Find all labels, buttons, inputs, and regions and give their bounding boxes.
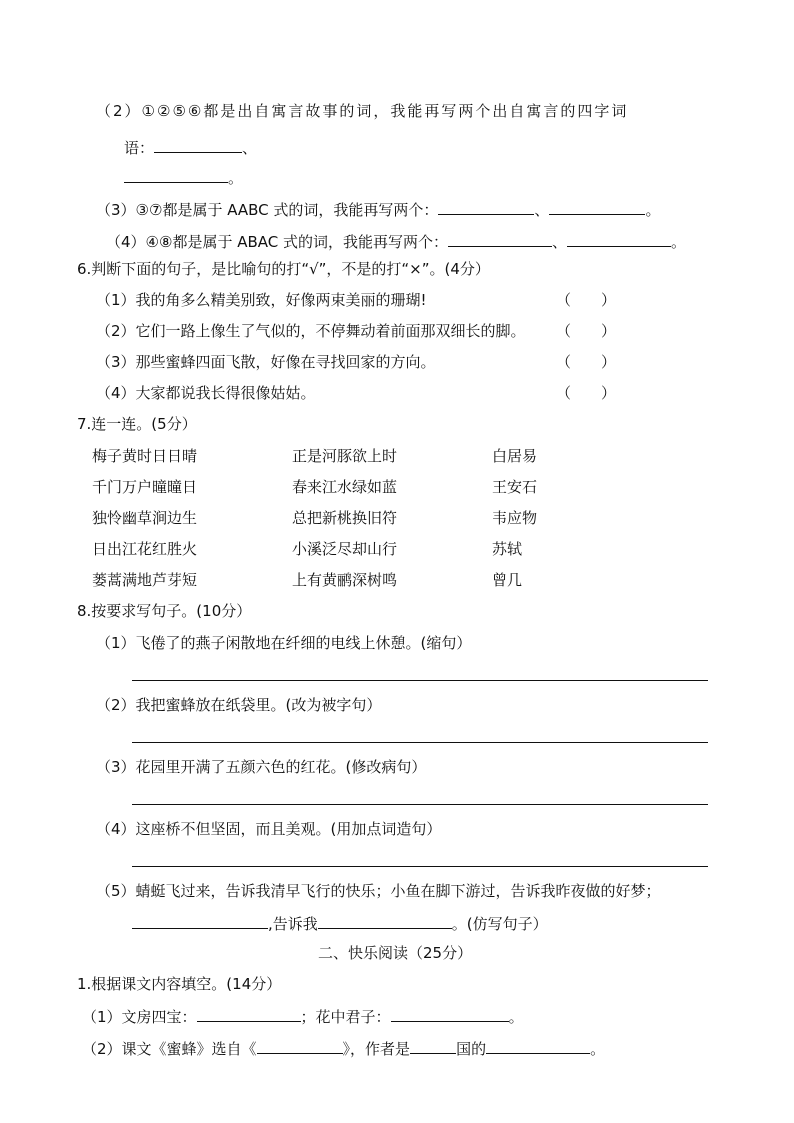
q8-item-1: （1）飞倦了的燕子闲散地在纤细的电线上休憩。(缩句） — [96, 634, 472, 652]
q5-item4-blank2[interactable] — [567, 230, 671, 247]
s2-item1-end: 。 — [508, 1008, 524, 1026]
q7-row1-col1[interactable]: 梅子黄时日日晴 — [92, 447, 198, 465]
q5-item2-blank1[interactable] — [154, 136, 242, 153]
q8-item5-blank1[interactable] — [132, 912, 268, 929]
q7-row3-col2[interactable]: 总把新桃换旧符 — [292, 509, 398, 527]
section2-q1-item2 — [82, 1037, 605, 1059]
q8-item-2: （2）我把蜜蜂放在纸袋里。(改为被字句） — [96, 696, 382, 714]
q8-item-3: （3）花园里开满了五颜六色的红花。(修改病句） — [96, 758, 427, 776]
q7-row5-col1[interactable]: 蒌蒿满地芦芽短 — [92, 571, 198, 589]
q7-row5-col3[interactable]: 曾几 — [492, 571, 523, 589]
q7-row1-col3[interactable]: 白居易 — [492, 447, 538, 465]
q6-item-1: （1）我的角多么精美别致，好像两束美丽的珊瑚! — [96, 291, 427, 309]
q7-row4-col1[interactable]: 日出江花红胜火 — [92, 540, 198, 558]
q8-answer-line-4[interactable] — [132, 866, 708, 867]
s2-item2-label-b: 》，作者是 — [342, 1040, 411, 1058]
q6-item-2: （2）它们一路上像生了气似的，不停舞动着前面那双细长的脚。 — [96, 322, 526, 340]
q5-item4-blank1[interactable] — [448, 230, 552, 247]
q5-item3-text: （3）③⑦都是属于 AABC 式的词，我能再写两个： — [96, 201, 439, 219]
section2-q1-item1 — [82, 1005, 524, 1027]
q7-row2-col1[interactable]: 千门万户曈曈日 — [92, 478, 198, 496]
q5-item4-text: （4）④⑧都是属于 ABAC 式的词，我能再写两个： — [106, 233, 448, 251]
q6-item-4: （4）大家都说我长得很像姑姑。 — [96, 384, 316, 402]
q7-row3-col1[interactable]: 独怜幽草涧边生 — [92, 509, 198, 527]
s2-item2-label-c: 国的 — [456, 1040, 487, 1058]
q8-item5-blank2[interactable] — [318, 912, 452, 929]
q5-item2-sep: 、 — [242, 139, 258, 157]
q5-item3 — [96, 198, 660, 220]
q6-item-3: （3）那些蜜蜂四面飞散，好像在寻找回家的方向。 — [96, 353, 436, 371]
s2-item2-blank2[interactable] — [410, 1037, 456, 1054]
s2-item2-blank1[interactable] — [257, 1037, 343, 1054]
q5-item3-blank1[interactable] — [438, 198, 534, 215]
q6-answer-1[interactable]: （ ） — [556, 291, 617, 309]
q8-answer-line-1[interactable] — [132, 680, 708, 681]
s2-item1-blank1[interactable] — [197, 1005, 301, 1022]
q5-item2-line1: （2）①②⑤⑥都是出自寓言故事的词，我能再写两个出自寓言的四字词 — [96, 102, 629, 120]
q8-answer-line-3[interactable] — [132, 804, 708, 805]
q8-item-5-line2 — [132, 912, 548, 934]
q7-row4-col3[interactable]: 苏轼 — [492, 540, 523, 558]
q7-title: 7.连一连。(5分） — [77, 415, 197, 433]
s2-item2-end: 。 — [590, 1040, 606, 1058]
s2-item2-blank3[interactable] — [486, 1037, 590, 1054]
s2-item1-label-a: （1）文房四宝： — [82, 1008, 197, 1026]
q6-answer-4[interactable]: （ ） — [556, 384, 617, 402]
section2-heading: 二、快乐阅读（25分） — [318, 944, 473, 962]
q8-item5-mid: ,告诉我 — [268, 915, 318, 933]
q5-item3-blank2[interactable] — [549, 198, 645, 215]
q8-item5-end: 。(仿写句子） — [451, 915, 548, 933]
q5-item2-blank2[interactable] — [124, 166, 228, 183]
q8-answer-line-2[interactable] — [132, 742, 708, 743]
q5-item2-line2 — [124, 136, 257, 158]
q5-item3-sep: 、 — [534, 201, 550, 219]
q5-item4 — [106, 230, 686, 252]
q5-item3-end: 。 — [645, 201, 661, 219]
q7-row5-col2[interactable]: 上有黄鹂深树鸣 — [292, 571, 398, 589]
s2-item1-blank2[interactable] — [391, 1005, 509, 1022]
q5-item4-sep: 、 — [552, 233, 568, 251]
q7-row3-col3[interactable]: 韦应物 — [492, 509, 538, 527]
q6-title: 6.判断下面的句子，是比喻句的打“√”，不是的打“×”。(4分） — [77, 260, 490, 278]
q7-row2-col3[interactable]: 王安石 — [492, 478, 538, 496]
s2-item1-label-b: ；花中君子： — [300, 1008, 391, 1026]
q5-item2-end: 。 — [228, 169, 244, 187]
q7-row4-col2[interactable]: 小溪泛尽却山行 — [292, 540, 398, 558]
q5-item4-end: 。 — [671, 233, 687, 251]
q7-row2-col2[interactable]: 春来江水绿如蓝 — [292, 478, 398, 496]
q6-answer-2[interactable]: （ ） — [556, 322, 617, 340]
q8-item-5-line1: （5）蜻蜓飞过来，告诉我清早飞行的快乐；小鱼在脚下游过，告诉我昨夜做的好梦； — [96, 882, 661, 900]
s2-item2-label-a: （2）课文《蜜蜂》选自《 — [82, 1040, 257, 1058]
q6-answer-3[interactable]: （ ） — [556, 353, 617, 371]
q8-item-4: （4）这座桥不但坚固，而且美观。(用加点词造句） — [96, 820, 442, 838]
q5-item2-line3 — [124, 166, 243, 188]
q7-row1-col2[interactable]: 正是河豚欲上时 — [292, 447, 398, 465]
section2-q1-title: 1.根据课文内容填空。(14分） — [77, 975, 282, 993]
q8-title: 8.按要求写句子。(10分） — [77, 602, 252, 620]
q5-item2-prefix: 语： — [124, 139, 155, 157]
